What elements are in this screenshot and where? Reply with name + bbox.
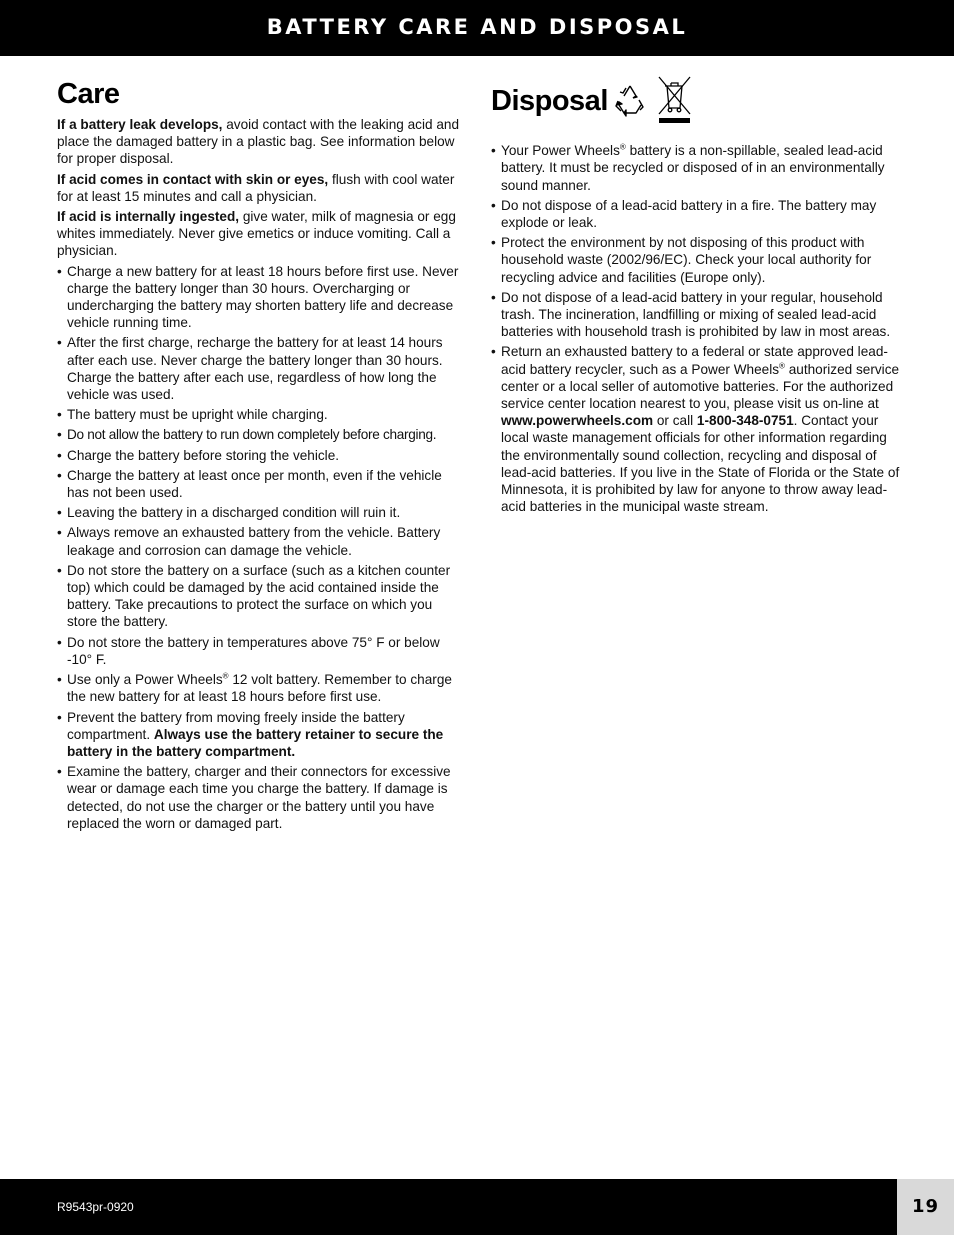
care-list-item: [57, 671, 459, 705]
disposal-list-item: • Protect the environment by not disposing of this product with household waste (2002/96/EC). Check your local authority for recycling advice and facilities (Europe only).: [491, 234, 901, 286]
disposal-list-text: authorized service center or a local seller of automotive batteries. For the authorized service center location nearest to you, please visit us on-line at: [501, 361, 900, 412]
care-list-text: Use only a Power Wheels: [67, 672, 223, 688]
page-number-box: [897, 1179, 954, 1235]
care-list: [57, 263, 459, 832]
care-paragraph-bold: If acid comes in contact with skin or eyes,: [57, 171, 329, 187]
page-number: 19: [911, 1196, 940, 1217]
care-section: [57, 76, 459, 835]
care-list-item: • Do not allow the battery to run down completely before charging.: [57, 426, 459, 443]
disposal-list: [491, 142, 901, 515]
disposal-section: [491, 74, 901, 518]
care-list-item: • Always remove an exhausted battery from the vehicle. Battery leakage and corrosion can damage the vehicle.: [57, 524, 459, 558]
care-paragraph-text: avoid contact with the leaking acid and place the damaged battery in a plastic bag. See information below for proper disposal.: [57, 117, 459, 167]
care-paragraph-bold: If a battery leak develops,: [57, 117, 223, 132]
care-paragraph-text: flush with cool water for at least 15 minutes and call a physician.: [57, 171, 455, 204]
disposal-title-row: [491, 74, 901, 128]
care-list-bold: Always use the battery retainer to secure the battery in the battery compartment.: [67, 726, 444, 759]
care-list-item: • The battery must be upright while charging.: [57, 406, 459, 423]
phone-number: 1-800-348-0751: [696, 413, 794, 429]
care-paragraph-bold: If acid is internally ingested,: [57, 209, 240, 225]
disposal-list-text: Return an exhausted battery to a federal or state approved lead-acid battery recycler, such as a Power Wheels: [501, 344, 888, 377]
care-list-item: [57, 709, 459, 761]
disposal-list-item: • Do not dispose of a lead-acid battery in your regular, household trash. The incineration, landfilling or mixing of sealed lead-acid batteries with household trash is prohibited by law in most areas.: [491, 289, 901, 341]
care-list-item: • Do not store the battery in temperatures above 75° F or below -10° F.: [57, 634, 459, 668]
care-list-item: • Charge the battery before storing the vehicle.: [57, 447, 459, 464]
recycle-icon: [612, 81, 648, 121]
crossed-bin-icon: [656, 74, 692, 128]
registered-mark: ®: [779, 361, 785, 371]
disposal-list-text: battery is a non-spillable, sealed lead-acid battery. It must be recycled or disposed of in an environmentally sound manner.: [501, 143, 885, 193]
care-paragraph: [57, 171, 459, 205]
care-list-item: • Charge the battery at least once per month, even if the vehicle has not been used.: [57, 467, 459, 501]
disposal-list-item: [491, 142, 901, 194]
disposal-list-text: or call: [653, 413, 697, 429]
care-list-item: • Examine the battery, charger and their connectors for excessive wear or damage each time you charge the battery. If damage is detected, do not use the charger or the battery until you have replaced the worn or damaged part.: [57, 763, 459, 832]
care-list-item: • After the first charge, recharge the battery for at least 14 hours after each use. Never charge the battery longer than 30 hours. Charge the battery after each use, regardless of how long the vehicle was used.: [57, 334, 459, 403]
disposal-list-item: [491, 343, 901, 515]
care-heading: Care: [57, 78, 120, 110]
registered-mark: ®: [619, 142, 626, 152]
care-list-text: Prevent the battery from moving freely inside the battery compartment.: [67, 709, 405, 742]
care-paragraph-text: give water, milk of magnesia or egg whites immediately. Never give emetics or induce vomiting. Call a physician.: [57, 209, 456, 259]
care-paragraph: [57, 116, 459, 168]
care-list-item: • Charge a new battery for at least 18 hours before first use. Never charge the battery longer than 30 hours. Overcharging or undercharging the battery may shorten battery life and decrease vehicle running time.: [57, 263, 459, 332]
disposal-heading: Disposal: [491, 85, 608, 118]
page-title: BATTERY CARE AND DISPOSAL: [266, 15, 688, 39]
disposal-list-text: . Contact your local waste management officials for other information regarding the environmentally sound collection, recycling and disposal of lead-acid batteries. If you live in the State of Florida or the State of Minnesota, it is prohibited by law for anyone to throw away lead-acid batteries in the municipal waste stream.: [501, 413, 900, 515]
page-header: [0, 0, 954, 56]
care-paragraph: [57, 208, 459, 260]
care-list-item: • Leaving the battery in a discharged condition will ruin it.: [57, 504, 459, 521]
page-footer: [0, 1179, 954, 1235]
website-link[interactable]: www.powerwheels.com: [501, 413, 654, 429]
care-list-item: • Do not store the battery on a surface (such as a kitchen counter top) which could be damaged by the acid contained inside the battery. Take precautions to protect the surface on which you store the battery.: [57, 562, 459, 631]
care-list-text: 12 volt battery. Remember to charge the new battery for at least 18 hours before first use.: [67, 672, 452, 705]
registered-mark: ®: [222, 671, 229, 681]
document-code: R9543pr-0920: [57, 1200, 134, 1214]
disposal-list-item: • Do not dispose of a lead-acid battery in a fire. The battery may explode or leak.: [491, 197, 901, 231]
disposal-list-text: Your Power Wheels: [501, 143, 620, 159]
